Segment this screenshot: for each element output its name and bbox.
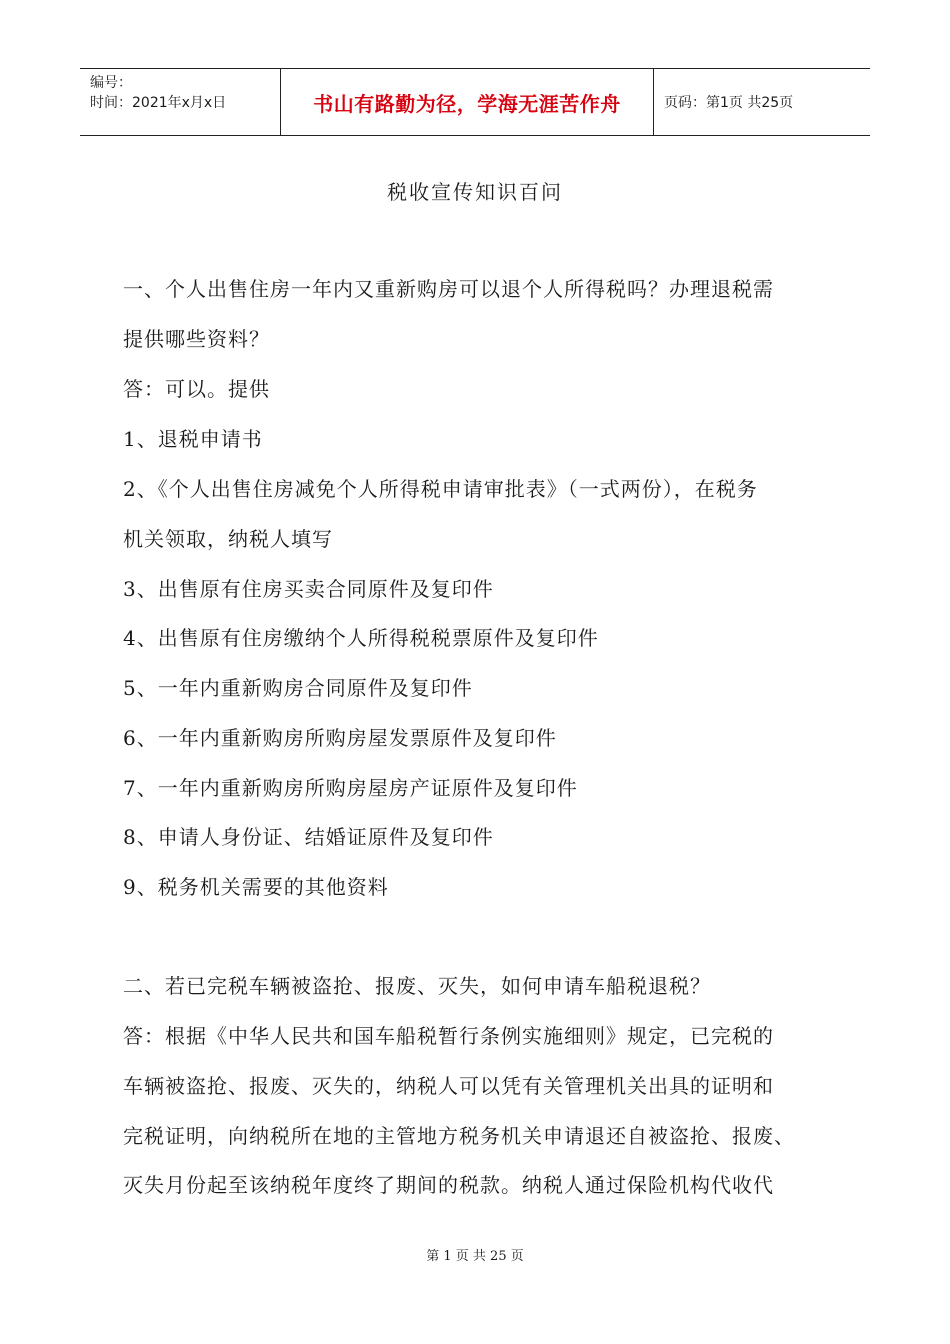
answer-1-item-7: 7、一年内重新购房所购房屋房产证原件及复印件 bbox=[123, 776, 578, 800]
header-page-info: 页码：第1页 共25页 bbox=[664, 95, 794, 111]
answer-1-item-8: 8、申请人身份证、结婚证原件及复印件 bbox=[123, 825, 494, 849]
answer-1-item-1: 1、退税申请书 bbox=[123, 427, 263, 451]
document-title: 税收宣传知识百问 bbox=[387, 180, 563, 204]
document-date-label: 时间：2021年x月x日 bbox=[90, 95, 227, 111]
answer-2-line-4: 灭失月份起至该纳税年度终了期间的税款。纳税人通过保险机构代收代 bbox=[123, 1173, 774, 1197]
answer-1-item-3: 3、出售原有住房买卖合同原件及复印件 bbox=[123, 577, 494, 601]
answer-1-item-2-cont: 机关领取，纳税人填写 bbox=[123, 527, 333, 551]
answer-1-item-2: 2、《个人出售住房减免个人所得税申请审批表》（一式两份），在税务 bbox=[123, 477, 758, 501]
header-meta-cell bbox=[80, 69, 281, 135]
answer-1-intro: 答：可以。提供 bbox=[123, 377, 270, 401]
answer-1-item-5: 5、一年内重新购房合同原件及复印件 bbox=[123, 676, 473, 700]
question-1-line-2: 提供哪些资料？ bbox=[123, 327, 270, 351]
question-2: 二、若已完税车辆被盗抢、报废、灭失，如何申请车船税退税？ bbox=[123, 974, 711, 998]
answer-1-item-9: 9、税务机关需要的其他资料 bbox=[123, 875, 389, 899]
answer-1-item-4: 4、出售原有住房缴纳个人所得税税票原件及复印件 bbox=[123, 626, 599, 650]
question-1-line-1: 一、个人出售住房一年内又重新购房可以退个人所得税吗？办理退税需 bbox=[123, 277, 774, 301]
document-number-label: 编号： bbox=[90, 75, 132, 91]
answer-2-line-1: 答：根据《中华人民共和国车船税暂行条例实施细则》规定，已完税的 bbox=[123, 1024, 774, 1048]
header-table bbox=[80, 68, 870, 136]
answer-1-item-6: 6、一年内重新购房所购房屋发票原件及复印件 bbox=[123, 726, 557, 750]
header-motto: 书山有路勤为径，学海无涯苦作舟 bbox=[281, 69, 654, 135]
page-footer: 第 1 页 共 25 页 bbox=[426, 1249, 524, 1264]
answer-2-line-3: 完税证明，向纳税所在地的主管地方税务机关申请退还自被盗抢、报废、 bbox=[123, 1124, 795, 1148]
answer-2-line-2: 车辆被盗抢、报废、灭失的，纳税人可以凭有关管理机关出具的证明和 bbox=[123, 1074, 774, 1098]
